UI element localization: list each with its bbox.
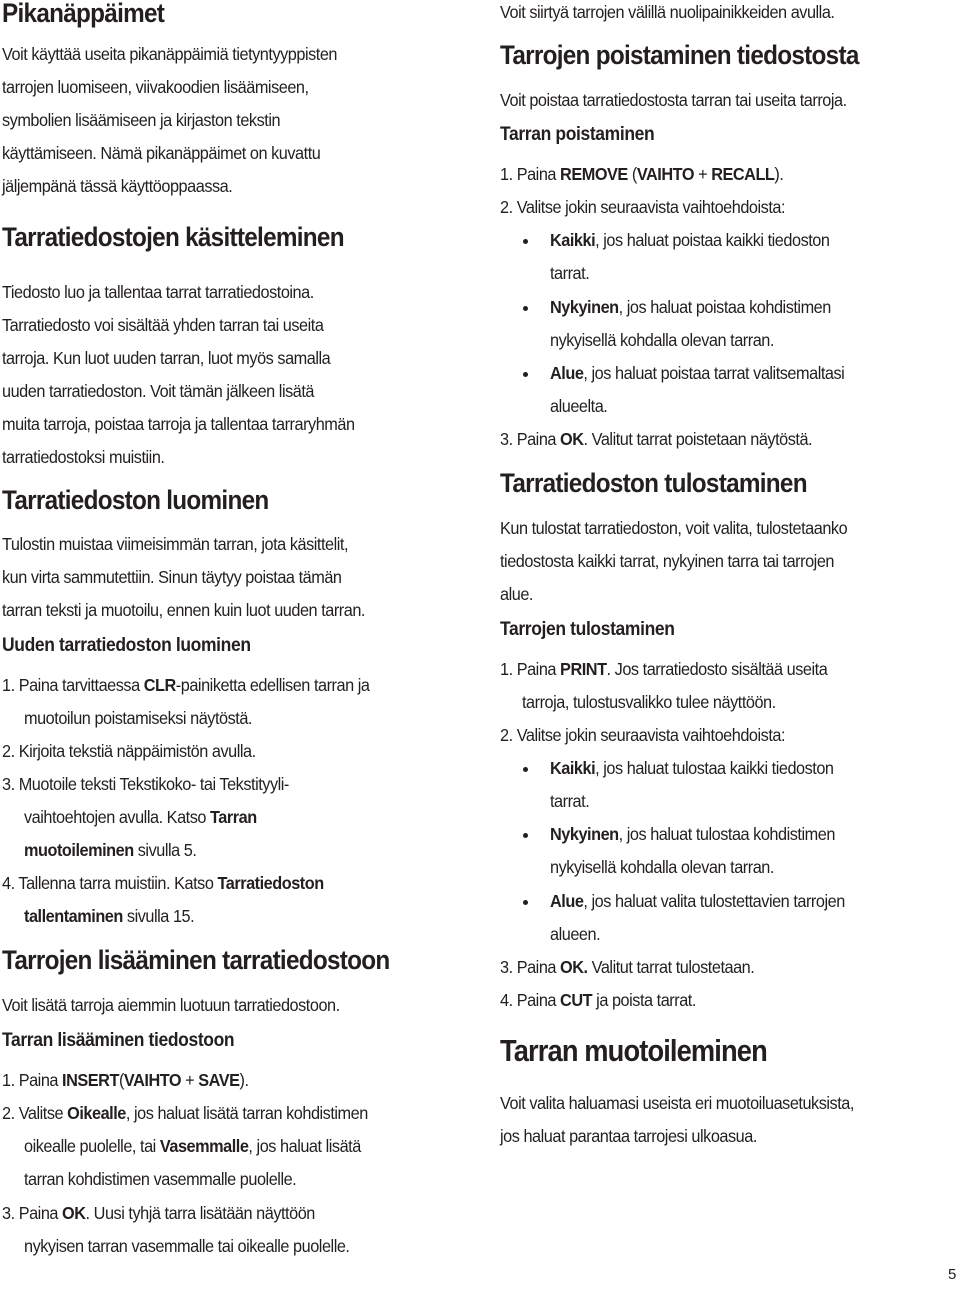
- list-item-continuation: muotoileminen sivulla 5.: [24, 840, 197, 860]
- paragraph-line: tarran teksti ja muotoilu, ennen kuin luot uuden tarran.: [2, 600, 365, 620]
- paragraph-line: käyttämiseen. Nämä pikanäppäimet on kuvattu: [2, 143, 321, 163]
- paragraph-line: jos haluat parantaa tarrojesi ulkoasua.: [500, 1126, 757, 1146]
- bullet-item: Kaikki, jos haluat poistaa kaikki tiedoston: [550, 230, 830, 250]
- list-item: 1. Paina REMOVE (VAIHTO + RECALL).: [500, 164, 784, 184]
- bullet-item-continuation: nykyisellä kohdalla olevan tarran.: [550, 857, 774, 877]
- link-tarran-muotoileminen: Tarran: [210, 807, 257, 827]
- bullet-icon: [523, 767, 528, 772]
- list-item-continuation: tarroja, tulostusvalikko tulee näyttöön.: [522, 692, 776, 712]
- bullet-icon: [523, 372, 528, 377]
- heading-tarratiedoston-luominen: Tarratiedoston luominen: [2, 485, 269, 515]
- paragraph-line: Voit valita haluamasi useista eri muotoiluasetuksista,: [500, 1093, 854, 1113]
- heading-tarratiedoston-tulostaminen: Tarratiedoston tulostaminen: [500, 468, 807, 498]
- heading-tarratiedostojen-kasitteleminen: Tarratiedostojen käsitteleminen: [2, 222, 344, 252]
- paragraph-line: Voit käyttää useita pikanäppäimiä tietyntyyppisten: [2, 44, 338, 64]
- heading-tarrojen-lisaaminen: Tarrojen lisääminen tarratiedostoon: [2, 945, 390, 975]
- page-number: 5: [948, 1266, 957, 1283]
- list-item: 3. Paina OK. Valitut tarrat tulostetaan.: [500, 957, 755, 977]
- bullet-item-continuation: nykyisellä kohdalla olevan tarran.: [550, 330, 774, 350]
- list-item: 1. Paina tarvittaessa CLR-painiketta edellisen tarran ja: [2, 675, 370, 695]
- paragraph-line: uuden tarratiedoston. Voit tämän jälkeen lisätä: [2, 381, 315, 401]
- paragraph-line: Kun tulostat tarratiedoston, voit valita, tulostetaanko: [500, 518, 848, 538]
- list-item-continuation: tallentaminen sivulla 15.: [24, 906, 195, 926]
- bullet-item: Alue, jos haluat poistaa tarrat valitsemaltasi: [550, 363, 845, 383]
- list-item-continuation: muotoilun poistamiseksi näytöstä.: [24, 708, 252, 728]
- heading-tarrojen-poistaminen: Tarrojen poistaminen tiedostosta: [500, 40, 859, 70]
- paragraph-line: Tarratiedosto voi sisältää yhden tarran tai useita: [2, 315, 324, 335]
- paragraph-line: jäljempänä tässä käyttöoppaassa.: [2, 176, 233, 196]
- bullet-item: Kaikki, jos haluat tulostaa kaikki tiedoston: [550, 758, 834, 778]
- paragraph-line: symbolien lisäämiseen ja kirjaston tekstin: [2, 110, 281, 130]
- list-item: 2. Valitse jokin seuraavista vaihtoehdoista:: [500, 197, 786, 217]
- paragraph-line: tiedostosta kaikki tarrat, nykyinen tarra tai tarrojen: [500, 551, 835, 571]
- bullet-icon: [523, 239, 528, 244]
- paragraph-line: Voit lisätä tarroja aiemmin luotuun tarratiedostoon.: [2, 995, 340, 1015]
- bullet-item-continuation: tarrat.: [550, 263, 590, 283]
- list-item: 4. Paina CUT ja poista tarrat.: [500, 990, 696, 1010]
- subheading-tarran-poistaminen: Tarran poistaminen: [500, 124, 655, 145]
- list-item: 1. Paina INSERT(VAIHTO + SAVE).: [2, 1070, 249, 1090]
- list-item: 3. Paina OK. Valitut tarrat poistetaan näytöstä.: [500, 429, 813, 449]
- bullet-icon: [523, 833, 528, 838]
- paragraph-line: Tiedosto luo ja tallentaa tarrat tarratiedostoina.: [2, 282, 314, 302]
- bullet-item-continuation: alueelta.: [550, 396, 608, 416]
- paragraph-line: tarratiedostoksi muistiin.: [2, 447, 165, 467]
- bullet-item: Nykyinen, jos haluat poistaa kohdistimen: [550, 297, 831, 317]
- list-item-continuation: vaihtoehtojen avulla. Katso Tarran: [24, 807, 257, 827]
- list-item: 2. Kirjoita tekstiä näppäimistön avulla.: [2, 741, 256, 761]
- heading-tarran-muotoileminen: Tarran muotoileminen: [500, 1033, 767, 1068]
- list-item-continuation: oikealle puolelle, tai Vasemmalle, jos haluat lisätä: [24, 1136, 361, 1156]
- subheading-uuden-tarratiedoston-luominen: Uuden tarratiedoston luominen: [2, 635, 251, 656]
- paragraph-line: Voit siirtyä tarrojen välillä nuolipainikkeiden avulla.: [500, 2, 835, 22]
- list-item: 3. Paina OK. Uusi tyhjä tarra lisätään näyttöön: [2, 1203, 315, 1223]
- subheading-tarran-lisaaminen-tiedostoon: Tarran lisääminen tiedostoon: [2, 1030, 235, 1051]
- list-item: 2. Valitse jokin seuraavista vaihtoehdoista:: [500, 725, 786, 745]
- bullet-item-continuation: alueen.: [550, 924, 601, 944]
- paragraph-line: kun virta sammutettiin. Sinun täytyy poistaa tämän: [2, 567, 342, 587]
- list-item: 3. Muotoile teksti Tekstikoko- tai Tekstityyli-: [2, 774, 289, 794]
- bullet-item-continuation: tarrat.: [550, 791, 590, 811]
- bullet-item: Alue, jos haluat valita tulostettavien tarrojen: [550, 891, 845, 911]
- list-item: 4. Tallenna tarra muistiin. Katso Tarratiedoston: [2, 873, 324, 893]
- bullet-icon: [523, 306, 528, 311]
- list-item-continuation: tarran kohdistimen vasemmalle puolelle.: [24, 1169, 297, 1189]
- list-item-continuation: nykyisen tarran vasemmalle tai oikealle puolelle.: [24, 1236, 350, 1256]
- list-item: 2. Valitse Oikealle, jos haluat lisätä tarran kohdistimen: [2, 1103, 368, 1123]
- paragraph-line: Voit poistaa tarratiedostosta tarran tai useita tarroja.: [500, 90, 847, 110]
- bullet-item: Nykyinen, jos haluat tulostaa kohdistimen: [550, 824, 835, 844]
- paragraph-line: tarroja. Kun luot uuden tarran, luot myös samalla: [2, 348, 331, 368]
- paragraph-line: muita tarroja, poistaa tarroja ja tallentaa tarraryhmän: [2, 414, 355, 434]
- paragraph-line: tarrojen luomiseen, viivakoodien lisäämiseen,: [2, 77, 309, 97]
- bullet-icon: [523, 900, 528, 905]
- list-item: 1. Paina PRINT. Jos tarratiedosto sisältää useita: [500, 659, 828, 679]
- paragraph-line: Tulostin muistaa viimeisimmän tarran, jota käsittelit,: [2, 534, 349, 554]
- paragraph-line: alue.: [500, 584, 533, 604]
- heading-pikanappaimet: Pikanäppäimet: [2, 0, 165, 28]
- subheading-tarrojen-tulostaminen: Tarrojen tulostaminen: [500, 619, 675, 640]
